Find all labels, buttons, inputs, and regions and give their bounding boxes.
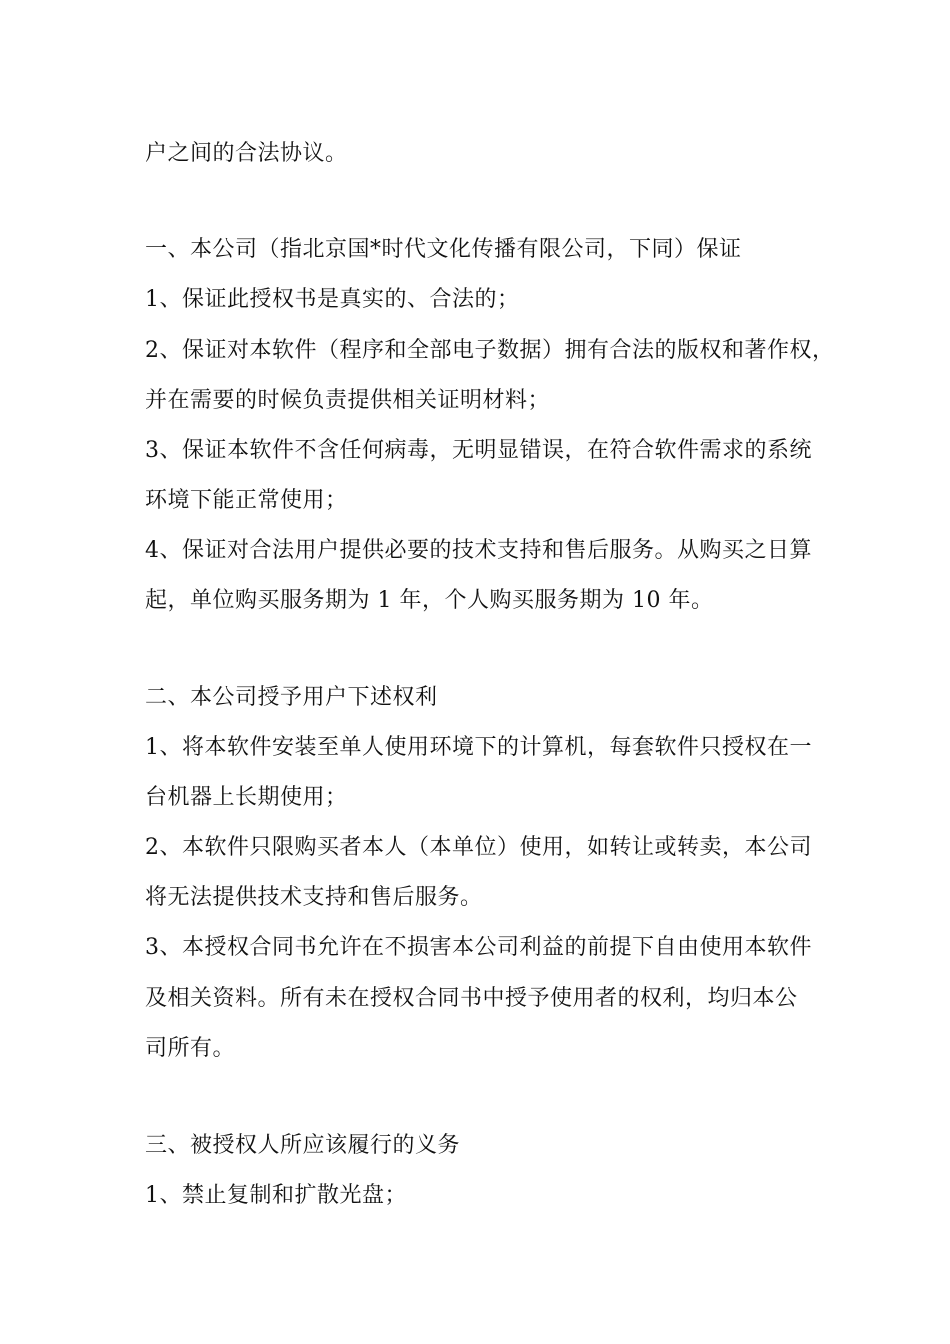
text-line: 户之间的合法协议。 (145, 141, 348, 166)
section-heading: 二、本公司授予用户下述权利 (145, 685, 438, 710)
text-line: 司所有。 (145, 1036, 236, 1061)
text-line: 环境下能正常使用； (145, 488, 348, 513)
text-line: 3、本授权合同书允许在不损害本公司利益的前提下自由使用本软件 (145, 935, 812, 960)
text-line: 将无法提供技术支持和售后服务。 (145, 885, 483, 910)
text-line: 并在需要的时候负责提供相关证明材料； (145, 388, 551, 413)
text-line: 起，单位购买服务期为 1 年，个人购买服务期为 10 年。 (145, 588, 714, 613)
text-line: 台机器上长期使用； (145, 785, 348, 810)
text-line: 1、将本软件安装至单人使用环境下的计算机，每套软件只授权在一 (145, 735, 812, 760)
text-line: 及相关资料。所有未在授权合同书中授予使用者的权利，均归本公 (145, 986, 798, 1011)
text-line: 2、保证对本软件（程序和全部电子数据）拥有合法的版权和著作权， (145, 338, 835, 363)
section-heading: 一、本公司（指北京国*时代文化传播有限公司，下同）保证 (145, 237, 742, 262)
section-heading: 三、被授权人所应该履行的义务 (145, 1133, 461, 1158)
text-line: 1、保证此授权书是真实的、合法的； (145, 287, 520, 312)
text-line: 3、保证本软件不含任何病毒，无明显错误，在符合软件需求的系统 (145, 438, 812, 463)
text-line: 2、本软件只限购买者本人（本单位）使用，如转让或转卖，本公司 (145, 835, 812, 860)
text-line: 4、保证对合法用户提供必要的技术支持和售后服务。从购买之日算 (145, 538, 812, 563)
text-line: 1、禁止复制和扩散光盘； (145, 1183, 407, 1208)
